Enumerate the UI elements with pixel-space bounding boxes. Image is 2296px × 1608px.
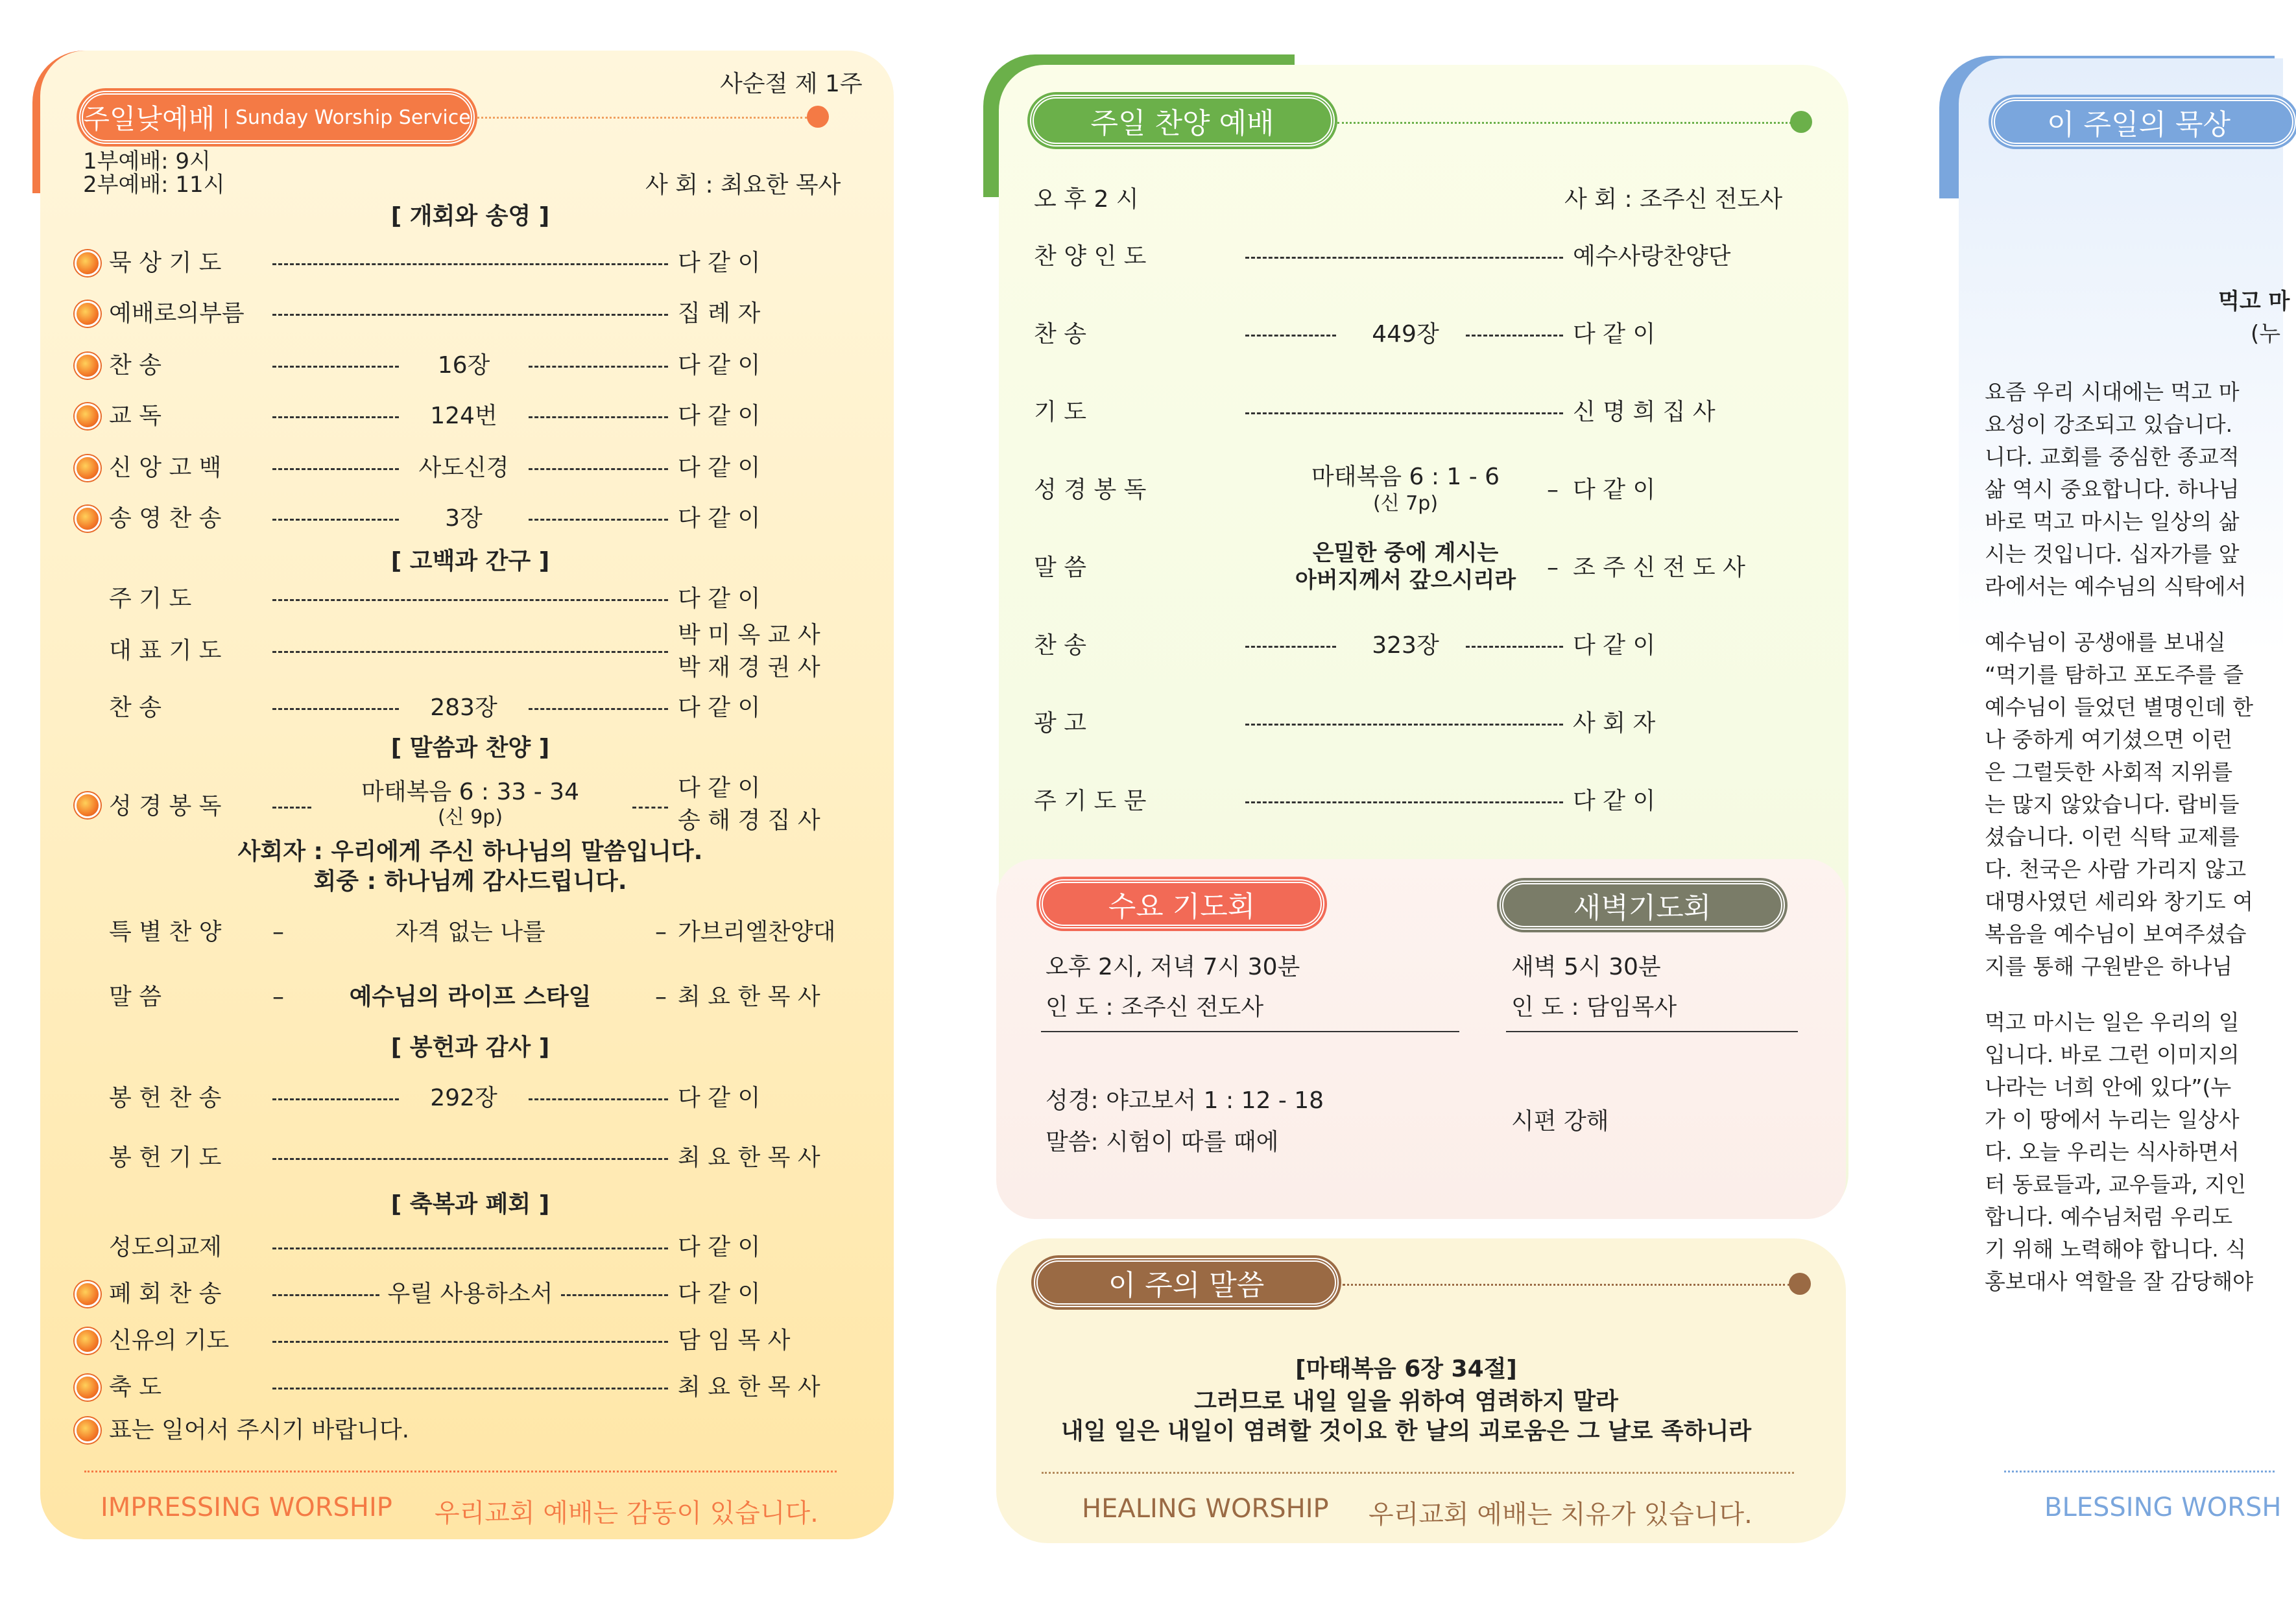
leader-line	[272, 366, 399, 368]
meditation-title-pill	[1991, 97, 2296, 147]
order-right: 다 같 이	[678, 1234, 761, 1260]
meditation-heading-sub: (누	[2251, 321, 2281, 347]
order-label: 신 앙 고 백	[109, 455, 222, 481]
standing-marker-icon	[75, 1375, 101, 1401]
order-right: 다 같 이	[678, 352, 761, 379]
meditation-line: 기 위해 노력해야 합니다. 식	[1985, 1236, 2247, 1262]
meditation-body	[1985, 376, 2275, 1298]
section-word: [ 말씀과 찬양 ]	[390, 735, 550, 761]
praise-right: 다 같 이	[1573, 321, 1656, 348]
order-label: 묵 상 기 도	[109, 250, 222, 276]
order-label: 교 독	[109, 403, 161, 429]
service-time-1: 1부예배: 9시	[83, 148, 211, 174]
leader-line	[529, 708, 668, 710]
order-label: 축 도	[109, 1374, 161, 1401]
praise-label: 찬 양 인 도	[1034, 243, 1147, 270]
meditation-line: 가 이 땅에서 누리는 일상사	[1985, 1107, 2240, 1132]
praise-right: 신 명 희 집 사	[1573, 399, 1716, 425]
praise-reading-sub: (신 7p)	[1372, 492, 1439, 515]
praise-right: 다 같 이	[1573, 788, 1656, 814]
praise-label: 광 고	[1034, 710, 1086, 737]
standing-marker-icon	[75, 403, 101, 429]
section-closing: [ 축복과 폐회 ]	[390, 1191, 550, 1218]
leader-line	[272, 263, 668, 265]
standing-marker-icon	[75, 455, 101, 481]
meditation-line: 요성이 강조되고 있습니다.	[1985, 412, 2233, 437]
praise-title-pill	[1030, 95, 1335, 147]
leader-line	[632, 807, 668, 809]
section-confession: [ 고백과 간구 ]	[390, 548, 550, 574]
order-right-second: 박 재 경 권 사	[678, 654, 820, 681]
meditation-line: 바로 먹고 마시는 일상의 삶	[1985, 509, 2240, 534]
leader-line	[1245, 412, 1563, 414]
leader-line	[1245, 257, 1563, 259]
order-right: 다 같 이	[678, 1281, 761, 1307]
meditation-line: 은 그럴듯한 사회적 지위를	[1985, 759, 2233, 785]
footer-rule	[2004, 1471, 2275, 1472]
order-label: 찬 송	[109, 352, 161, 379]
wednesday-title-pill	[1039, 879, 1324, 928]
praise-mid: 마태복음 6 : 1 - 6	[1311, 464, 1500, 490]
order-label: 송 영 찬 송	[109, 505, 222, 532]
footer-ko: 우리교회 예배는 감동이 있습니다.	[435, 1498, 819, 1528]
order-label: 말 씀	[109, 984, 161, 1010]
order-right: 다 같 이	[678, 505, 761, 532]
order-mid: 3장	[445, 505, 483, 532]
leader-line	[1466, 335, 1563, 337]
footer-rule	[84, 1471, 837, 1472]
leader-line	[529, 468, 668, 470]
dash-mark: –	[1547, 477, 1559, 503]
standing-marker-icon	[75, 506, 101, 532]
order-mid: 예수님의 라이프 스타일	[349, 984, 592, 1010]
sunday-subtitle: | Sunday Worship Service	[222, 106, 471, 129]
meditation-line: 나라는 너희 안에 있다”(누	[1985, 1074, 2232, 1100]
leader-line	[272, 1098, 399, 1100]
praise-sermon-line2: 아버지께서 갚으시리라	[1295, 567, 1516, 593]
leader-line	[1245, 724, 1563, 726]
meditation-line: 요즘 우리 시대에는 먹고 마	[1985, 379, 2240, 405]
wednesday-rule	[1041, 1031, 1459, 1032]
order-right-second: 송 해 경 집 사	[678, 807, 820, 834]
leader-line	[529, 366, 668, 368]
order-right: 집 례 자	[678, 300, 761, 327]
order-label: 예배로의부름	[109, 300, 245, 327]
order-label: 봉 헌 기 도	[109, 1144, 222, 1171]
meditation-line: 예수님이 들었던 별명인데 한	[1985, 694, 2254, 720]
wednesday-title: 수요 기도회	[1108, 890, 1256, 923]
order-right: 박 미 옥 교 사	[678, 622, 820, 648]
praise-title: 주일 찬양 예배	[1090, 107, 1274, 140]
footer-en: BLESSING WORSH	[2044, 1493, 2282, 1522]
meditation-title: 이 주일의 묵상	[2047, 108, 2230, 141]
order-mid: 자격 없는 나를	[395, 919, 545, 945]
praise-label: 성 경 봉 독	[1034, 477, 1147, 503]
leader-line	[272, 708, 399, 710]
leader-line	[1245, 646, 1336, 648]
meditation-spacer	[1985, 983, 2275, 1006]
meditation-line: 대명사였던 세리와 창기도 여	[1985, 889, 2254, 914]
footer-ko: 우리교회 예배는 치유가 있습니다.	[1369, 1500, 1752, 1530]
standing-marker-icon	[75, 250, 101, 276]
meditation-line: 라에서는 예수님의 식탁에서	[1985, 574, 2247, 599]
meditation-line: 다. 오늘 우리는 식사하면서	[1985, 1139, 2240, 1165]
footer-en: IMPRESSING WORSHIP	[101, 1493, 392, 1522]
praise-label: 찬 송	[1034, 632, 1086, 659]
order-right: 최 요 한 목 사	[678, 984, 820, 1010]
praise-time: 오 후 2 시	[1034, 186, 1139, 213]
order-right: 최 요 한 목 사	[678, 1144, 820, 1171]
leader-line	[272, 651, 668, 653]
footer-en: HEALING WORSHIP	[1082, 1494, 1329, 1524]
meditation-line: 시는 것입니다. 십자가를 앞	[1985, 541, 2240, 567]
leader-line	[272, 599, 668, 601]
order-label: 주 기 도	[109, 585, 192, 612]
praise-right: 예수사랑찬양단	[1573, 243, 1731, 270]
verse-title-pill	[1034, 1258, 1339, 1307]
verse-line1: 그러므로 내일 일을 위하여 염려하지 말라	[1194, 1388, 1618, 1415]
order-mid: 124번	[430, 403, 497, 429]
dawn-title: 새벽기도회	[1573, 892, 1712, 925]
leader-line	[272, 1341, 668, 1343]
order-right: 담 임 목 사	[678, 1327, 791, 1354]
leader-line	[272, 468, 399, 470]
leader-line	[272, 1247, 668, 1249]
order-right: 다 같 이	[678, 250, 761, 276]
sunday-title: 주일낮예배	[83, 103, 215, 135]
sunday-title-pill	[79, 91, 475, 144]
order-label: 신유의 기도	[109, 1327, 230, 1354]
praise-presider: 사 회 : 조주신 전도사	[1564, 186, 1783, 213]
leader-line	[272, 314, 668, 316]
season-label: 사순절 제 1주	[720, 71, 863, 97]
leader-line	[1466, 646, 1563, 648]
section-offering: [ 봉헌과 감사 ]	[390, 1034, 550, 1061]
meditation-line: 다. 천국은 사람 가리지 않고	[1985, 857, 2247, 882]
title-dot	[1790, 111, 1812, 133]
meditation-line: 먹고 마시는 일은 우리의 일	[1985, 1010, 2240, 1035]
title-dot	[807, 106, 829, 128]
wednesday-scripture: 성경: 야고보서 1 : 12 - 18	[1046, 1087, 1324, 1114]
leader-line	[529, 519, 668, 521]
order-label: 특 별 찬 양	[109, 919, 222, 945]
dawn-content: 시편 강해	[1511, 1108, 1609, 1135]
dawn-time: 새벽 5시 30분	[1511, 954, 1661, 980]
meditation-line: 나 중하게 여기셨으면 이런	[1985, 727, 2233, 752]
meditation-line: 셨습니다. 이런 식탁 교제를	[1985, 824, 2240, 849]
standing-marker-icon	[75, 301, 101, 327]
order-mid: 마태복음 6 : 33 - 34	[361, 779, 579, 805]
dash-mark: –	[272, 984, 284, 1010]
meditation-line: 삶 역시 중요합니다. 하나님	[1985, 477, 2240, 502]
leader-line	[272, 1158, 668, 1160]
title-rule	[1343, 1284, 1790, 1286]
section-opening: [ 개회와 송영 ]	[390, 203, 550, 230]
footer-rule	[1042, 1472, 1794, 1474]
dash-mark: –	[655, 919, 667, 945]
order-mid: 사도신경	[418, 455, 509, 481]
sunday-presider: 사 회 : 최요한 목사	[645, 172, 841, 198]
title-dot	[1789, 1273, 1811, 1295]
dawn-leader: 인 도 : 담임목사	[1511, 994, 1677, 1021]
leader-line	[272, 1294, 379, 1296]
order-label: 봉 헌 찬 송	[109, 1085, 222, 1111]
praise-right: 사 회 자	[1573, 710, 1656, 737]
order-label: 대 표 기 도	[109, 637, 222, 664]
order-mid: 우릴 사용하소서	[387, 1281, 553, 1307]
dawn-rule	[1506, 1031, 1798, 1032]
verse-line2: 내일 일은 내일이 염려할 것이요 한 날의 괴로움은 그 날로 족하니라	[1060, 1418, 1752, 1445]
meditation-line: 니다. 교회를 중심한 종교적	[1985, 444, 2240, 469]
meditation-heading: 먹고 마	[2218, 289, 2290, 314]
standing-marker-icon	[75, 353, 101, 379]
wednesday-leader: 인 도 : 조주신 전도사	[1046, 994, 1264, 1021]
praise-label: 기 도	[1034, 399, 1086, 425]
service-time-2: 2부예배: 11시	[83, 172, 225, 198]
praise-right: 다 같 이	[1573, 477, 1656, 503]
order-mid: 16장	[437, 352, 490, 379]
title-rule	[477, 117, 807, 119]
wednesday-time: 오후 2시, 저녁 7시 30분	[1046, 954, 1300, 980]
meditation-line: 홍보대사 역할을 잘 감당해야	[1985, 1269, 2254, 1294]
response-presider: 사회자 : 우리에게 주신 하나님의 말씀입니다.	[237, 838, 703, 865]
title-rule	[1337, 122, 1791, 124]
order-label: 성 경 봉 독	[109, 793, 222, 820]
praise-right: 조 주 신 전 도 사	[1573, 554, 1745, 581]
praise-label: 찬 송	[1034, 321, 1086, 348]
standing-marker-icon	[75, 1281, 101, 1307]
order-label: 찬 송	[109, 694, 161, 721]
leader-line	[529, 416, 668, 418]
praise-mid: 449장	[1372, 321, 1439, 348]
verse-ref: [마태복음 6장 34절]	[1295, 1356, 1517, 1382]
dash-mark: –	[655, 984, 667, 1010]
response-congregation: 회중 : 하나님께 감사드립니다.	[313, 868, 627, 895]
leader-line	[272, 1388, 668, 1389]
leader-line	[272, 416, 399, 418]
meditation-line: 합니다. 예수님처럼 우리도	[1985, 1204, 2233, 1229]
order-label: 폐 회 찬 송	[109, 1281, 222, 1307]
order-right: 가브리엘찬양대	[678, 919, 836, 945]
leader-line	[272, 807, 311, 809]
praise-label: 주 기 도 문	[1034, 788, 1147, 814]
verse-title: 이 주의 말씀	[1108, 1269, 1265, 1302]
leader-line	[561, 1294, 668, 1296]
meditation-line: 복음을 예수님이 보여주셨습	[1985, 921, 2247, 947]
order-right: 최 요 한 목 사	[678, 1374, 820, 1401]
dash-mark: –	[272, 919, 284, 945]
reading-sub: (신 9p)	[437, 806, 503, 829]
meditation-line: 예수님이 공생애를 보내실	[1985, 630, 2226, 655]
dawn-title-pill	[1500, 881, 1785, 930]
meditation-spacer	[1985, 603, 2275, 626]
order-mid: 292장	[430, 1085, 497, 1111]
praise-label: 말 씀	[1034, 554, 1086, 581]
order-label: 성도의교제	[109, 1234, 222, 1260]
praise-mid: 은밀한 중에 계시는	[1312, 540, 1499, 566]
meditation-line: “먹기를 탐하고 포도주를 즐	[1985, 662, 2244, 687]
stand-note: 표는 일어서 주시기 바랍니다.	[109, 1417, 410, 1443]
order-right: 다 같 이	[678, 775, 761, 801]
order-right: 다 같 이	[678, 455, 761, 481]
standing-marker-icon	[75, 1328, 101, 1354]
leader-line	[529, 1098, 668, 1100]
dash-mark: –	[1547, 554, 1559, 581]
order-right: 다 같 이	[678, 1085, 761, 1111]
order-right: 다 같 이	[678, 694, 761, 721]
wednesday-sermon: 말씀: 시험이 따를 때에	[1046, 1129, 1279, 1155]
meditation-line: 입니다. 바로 그런 이미지의	[1985, 1042, 2240, 1067]
order-mid: 283장	[430, 694, 497, 721]
order-right: 다 같 이	[678, 585, 761, 612]
leader-line	[1245, 335, 1336, 337]
leader-line	[272, 519, 399, 521]
meditation-line: 터 동료들과, 교우들과, 지인	[1985, 1172, 2247, 1197]
praise-mid: 323장	[1372, 632, 1439, 659]
meditation-line: 는 많지 않았습니다. 랍비들	[1985, 792, 2240, 817]
leader-line	[1245, 801, 1563, 803]
standing-marker-icon	[75, 1417, 101, 1443]
order-right: 다 같 이	[678, 403, 761, 429]
standing-marker-icon	[75, 792, 101, 818]
praise-right: 다 같 이	[1573, 632, 1656, 659]
meditation-line: 지를 통해 구원받은 하나님	[1985, 954, 2233, 979]
